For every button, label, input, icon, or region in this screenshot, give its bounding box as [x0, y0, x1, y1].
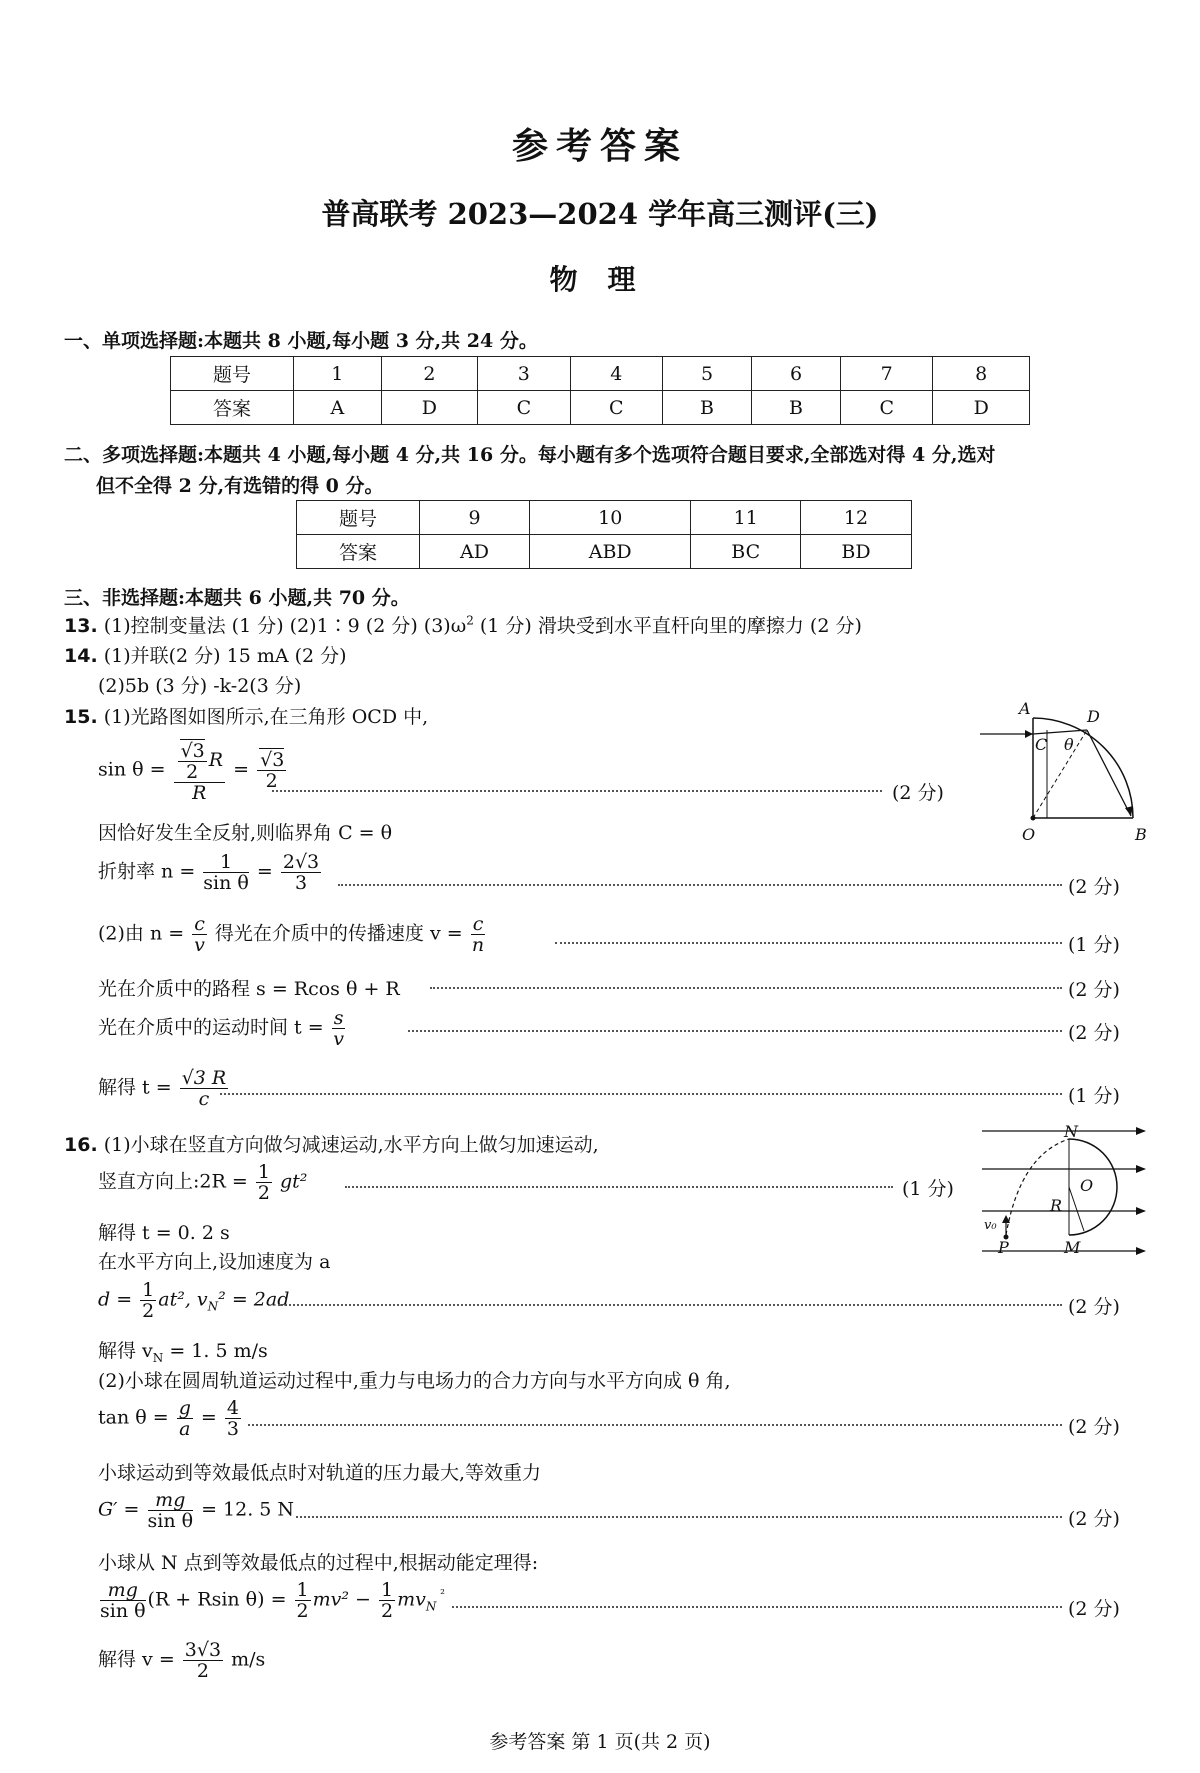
q16-score-5: (2 分) — [1068, 1598, 1120, 1620]
row-label: 答案 — [171, 391, 294, 425]
q16-d-equation — [98, 1280, 289, 1321]
q15-sin-den: R — [192, 782, 207, 804]
q15-sol-fraction — [180, 1068, 229, 1109]
exam-subtitle: 普高联考 2023—2024 学年高三测评(三) — [321, 197, 879, 231]
q15-refractive-index — [98, 852, 323, 893]
q15-speed-b: 得光在介质中的传播速度 v = — [214, 922, 463, 945]
leader-dots — [248, 1424, 1062, 1426]
q15-n-f1-den: sin θ — [203, 872, 249, 894]
q13-sup: 2 — [466, 613, 474, 628]
row-label: 题号 — [297, 501, 420, 535]
answer-cell: A — [294, 391, 382, 425]
answer-cell: D — [381, 391, 478, 425]
q16-e-den: sin θ — [100, 1600, 146, 1622]
q13-number: 13. — [64, 615, 98, 637]
q15-score-1: (2 分) — [892, 782, 944, 804]
q15-n-f2-num: 2√3 — [282, 851, 320, 873]
leader-dots — [278, 1304, 1062, 1306]
q16-e-sub: N — [425, 1599, 437, 1614]
q16-v-den: 2 — [196, 1660, 209, 1682]
table-row — [171, 357, 1030, 391]
q16-e-c: mv — [397, 1588, 426, 1611]
fig-label-c: C — [1035, 735, 1048, 754]
q16-vn-solution — [98, 1336, 268, 1365]
section2-heading: 二、多项选择题:本题共 4 小题,每小题 4 分,共 16 分。每小题有多个选项符合题目要求,全部选对得 4 分,选对 — [64, 444, 996, 466]
section2-heading-cont: 但不全得 2 分,有选错的得 0 分。 — [96, 475, 384, 497]
fig-label-r: R — [1050, 1196, 1063, 1215]
q16-energy-intro: 小球从 N 点到等效最低点的过程中,根据动能定理得: — [98, 1552, 539, 1574]
question-number: 6 — [752, 357, 841, 391]
q16-vert-fraction — [256, 1162, 272, 1203]
leader-dots — [452, 1606, 1062, 1608]
answer-cell: AD — [420, 535, 530, 569]
q16-g-a: G′ = — [98, 1498, 140, 1521]
question-number: 12 — [801, 501, 912, 535]
fig-label-a: A — [1019, 700, 1031, 718]
q15-sin-eq: = — [233, 758, 250, 781]
fig-label-o: O — [1022, 825, 1036, 844]
table-row — [297, 535, 912, 569]
q14-line1 — [64, 641, 347, 668]
q16-e-f2-den: 2 — [381, 1600, 394, 1622]
question-number: 11 — [691, 501, 801, 535]
subject-title: 物理 — [549, 263, 666, 296]
leader-dots — [296, 1516, 1062, 1518]
q15-time-num: s — [333, 1007, 344, 1029]
q15-speed-f2-den: n — [471, 934, 485, 956]
q15-n-fraction-1 — [203, 852, 249, 893]
answer-cell: C — [570, 391, 662, 425]
page-title: 参考答案 — [511, 125, 688, 167]
q15-n-f2-den: 3 — [294, 872, 308, 894]
question-number: 1 — [294, 357, 382, 391]
q16-tan-f1-num: g — [178, 1397, 191, 1419]
q16-vn-sub: N — [152, 1350, 164, 1365]
q15-n-lhs: 折射率 n = — [98, 860, 196, 883]
q15-speed-f-den: v — [194, 934, 205, 956]
q16-v-num: 3√3 — [184, 1639, 222, 1661]
q16-score-4: (2 分) — [1068, 1508, 1120, 1530]
q13-text-a: (1)控制变量法 (1 分) (2)1∶9 (2 分) (3)ω — [103, 615, 467, 637]
question-number: 5 — [663, 357, 752, 391]
q16-vn-a: 解得 v — [98, 1340, 153, 1362]
q16-tan-f2-num: 4 — [226, 1397, 239, 1419]
q15-n-eq: = — [256, 860, 273, 883]
q16-e-d: ² — [436, 1587, 445, 1602]
q16-e-f1-num: 1 — [296, 1579, 309, 1601]
q15-solution — [98, 1068, 230, 1109]
q16-energy-equation — [98, 1580, 445, 1621]
q15-sin-result — [257, 750, 286, 791]
q15-light-path-diagram — [975, 700, 1150, 850]
q16-vn-b: = 1. 5 m/s — [163, 1340, 268, 1362]
answer-cell: D — [933, 391, 1030, 425]
question-number: 3 — [478, 357, 570, 391]
q15-time-fraction — [332, 1008, 346, 1049]
q16-tan-fraction-1 — [177, 1398, 193, 1439]
answer-cell: BD — [801, 535, 912, 569]
q15-sin-equation — [98, 738, 288, 803]
answer-cell: C — [478, 391, 570, 425]
q16-part2: (2)小球在圆周轨道运动过程中,重力与电场力的合力方向与水平方向成 θ 角, — [98, 1370, 731, 1392]
leader-dots — [430, 987, 1062, 989]
q14-number: 14. — [64, 645, 98, 667]
q15-sol-num: √3 R — [181, 1067, 227, 1089]
fig-label-d: D — [1087, 707, 1100, 726]
row-label: 题号 — [171, 357, 294, 391]
q16-e-fraction-2 — [379, 1580, 395, 1621]
table-row — [171, 391, 1030, 425]
q16-v-b: m/s — [231, 1648, 266, 1671]
q16-e-fraction-1 — [295, 1580, 311, 1621]
q16-field-diagram — [980, 1125, 1150, 1265]
section1-heading: 一、单项选择题:本题共 8 小题,每小题 3 分,共 24 分。 — [64, 330, 538, 352]
answer-cell: ABD — [530, 535, 691, 569]
q15-score-4: (2 分) — [1068, 979, 1120, 1001]
question-number: 7 — [841, 357, 933, 391]
q16-tan-f1-den: a — [179, 1418, 191, 1440]
q16-vertical — [98, 1162, 307, 1203]
q15-critical-angle: 因恰好发生全反射,则临界角 C = θ — [98, 822, 393, 844]
question-number: 10 — [530, 501, 691, 535]
q16-e-fraction — [100, 1580, 146, 1621]
q15-n-f1-num: 1 — [203, 852, 249, 873]
question-number: 9 — [420, 501, 530, 535]
q15-speed — [98, 914, 487, 955]
q15-speed-fraction — [192, 914, 207, 955]
q16-e-f2-num: 1 — [381, 1579, 394, 1601]
q15-sin-num-den: 2 — [186, 760, 199, 783]
q16-number: 16. — [64, 1134, 98, 1156]
q13-text-b: (1 分) 滑块受到水平直杆向里的摩擦力 (2 分) — [479, 615, 862, 637]
q15-score-3: (1 分) — [1068, 934, 1120, 956]
q14-line2: (2)5b (3 分) -k-2(3 分) — [98, 675, 302, 697]
leader-dots — [345, 1186, 893, 1188]
q15-sin-num-a: √3 — [180, 739, 205, 762]
q16-horizontal: 在水平方向上,设加速度为 a — [98, 1251, 331, 1273]
q15-speed-fraction-2 — [471, 914, 486, 955]
q16-v-fraction — [183, 1640, 223, 1681]
answer-cell: BC — [691, 535, 801, 569]
q16-t-solution: 解得 t = 0. 2 s — [98, 1222, 230, 1244]
section3-heading: 三、非选择题:本题共 6 小题,共 70 分。 — [64, 587, 410, 609]
section2-answer-table — [296, 500, 912, 569]
q16-d-fraction — [140, 1280, 156, 1321]
leader-dots — [555, 942, 1062, 944]
q15-sin-compound-fraction — [174, 738, 226, 803]
q15-n-fraction-2 — [281, 852, 321, 893]
q15-speed-f-num: c — [194, 913, 205, 935]
leader-dots — [220, 1093, 1062, 1095]
fig-label-b: B — [1135, 825, 1147, 844]
q15-sin-r-den: 2 — [265, 770, 278, 792]
q15-score-5: (2 分) — [1068, 1022, 1120, 1044]
q16-v-a: 解得 v = — [98, 1648, 175, 1671]
q16-d-sub: N — [207, 1299, 219, 1314]
q16-score-1: (1 分) — [902, 1178, 954, 1200]
fig-label-p: P — [998, 1238, 1009, 1257]
row-label: 答案 — [297, 535, 420, 569]
q15-intro — [64, 702, 428, 729]
leader-dots — [338, 884, 1062, 886]
q15-sin-r-num: √3 — [260, 749, 285, 771]
q16-e-b: mv² − — [312, 1588, 371, 1611]
q15-number: 15. — [64, 706, 98, 728]
q15-score-2: (2 分) — [1068, 876, 1120, 898]
q16-tan-fraction-2 — [225, 1398, 241, 1439]
q14-text-1: (1)并联(2 分) 15 mA (2 分) — [103, 645, 347, 667]
q15-sin-lhs: sin θ = — [98, 758, 166, 781]
fig-label-m: M — [1064, 1238, 1081, 1257]
q16-vert-den: 2 — [257, 1182, 270, 1204]
question-number: 8 — [933, 357, 1030, 391]
q16-tan-f2-den: 3 — [226, 1418, 239, 1440]
q16-d-b: at², v — [158, 1288, 208, 1311]
answer-cell: C — [841, 391, 933, 425]
q16-score-3: (2 分) — [1068, 1416, 1120, 1438]
question-number: 4 — [570, 357, 662, 391]
answer-cell: B — [663, 391, 752, 425]
q16-score-2: (2 分) — [1068, 1296, 1120, 1318]
q13-answer — [64, 611, 862, 638]
q16-g-b: = 12. 5 N — [201, 1498, 295, 1521]
q15-path-length: 光在介质中的路程 s = Rcos θ + R — [98, 978, 400, 1000]
q16-e-a: (R + Rsin θ) = — [147, 1588, 287, 1611]
answer-cell: B — [752, 391, 841, 425]
fig-label-n: N — [1064, 1125, 1078, 1141]
fig-label-o: O — [1080, 1176, 1094, 1195]
q16-d-num: 1 — [142, 1279, 155, 1301]
q15-speed-f2-num: c — [472, 913, 484, 935]
section1-answer-table — [170, 356, 1030, 425]
q16-vert-num: 1 — [257, 1161, 270, 1183]
fig-label-v0: v₀ — [984, 1218, 997, 1233]
q15-intro-text: (1)光路图如图所示,在三角形 OCD 中, — [103, 706, 429, 728]
leader-dots — [408, 1030, 1062, 1032]
q16-vert-a: 竖直方向上:2R = — [98, 1170, 248, 1193]
q16-intro — [64, 1130, 599, 1157]
q16-d-c: ² = 2ad — [218, 1288, 290, 1311]
q16-g-equation — [98, 1490, 294, 1531]
q16-tan — [98, 1398, 243, 1439]
page-footer: 参考答案 第 1 页(共 2 页) — [489, 1731, 711, 1753]
q15-sol-den: c — [198, 1088, 210, 1110]
q16-vert-b: gt² — [279, 1170, 308, 1193]
q16-d-den: 2 — [142, 1300, 155, 1322]
q16-intro-text: (1)小球在竖直方向做匀减速运动,水平方向上做匀加速运动, — [103, 1134, 599, 1156]
leader-dots — [272, 790, 882, 792]
q16-tan-eq: = — [200, 1406, 217, 1429]
table-row — [297, 501, 912, 535]
q16-e-num: mg — [100, 1580, 146, 1601]
q16-tan-a: tan θ = — [98, 1406, 169, 1429]
question-number: 2 — [381, 357, 478, 391]
q15-time — [98, 1008, 347, 1049]
q16-max-pressure: 小球运动到等效最低点时对轨道的压力最大,等效重力 — [98, 1462, 542, 1484]
q15-time-a: 光在介质中的运动时间 t = — [98, 1016, 324, 1039]
q16-g-num: mg — [148, 1490, 194, 1511]
q16-g-den: sin θ — [147, 1510, 194, 1532]
fig-label-theta: θ — [1064, 735, 1074, 754]
q15-time-den: v — [333, 1028, 344, 1050]
q16-g-fraction — [148, 1490, 194, 1531]
q16-e-f1-den: 2 — [296, 1600, 309, 1622]
q15-sol-a: 解得 t = — [98, 1076, 172, 1099]
q16-v-solution — [98, 1640, 265, 1681]
q15-speed-a: (2)由 n = — [98, 922, 185, 945]
q15-sin-num-b: R — [208, 749, 224, 771]
q15-score-6: (1 分) — [1068, 1085, 1120, 1107]
q16-d-a: d = — [98, 1288, 133, 1311]
